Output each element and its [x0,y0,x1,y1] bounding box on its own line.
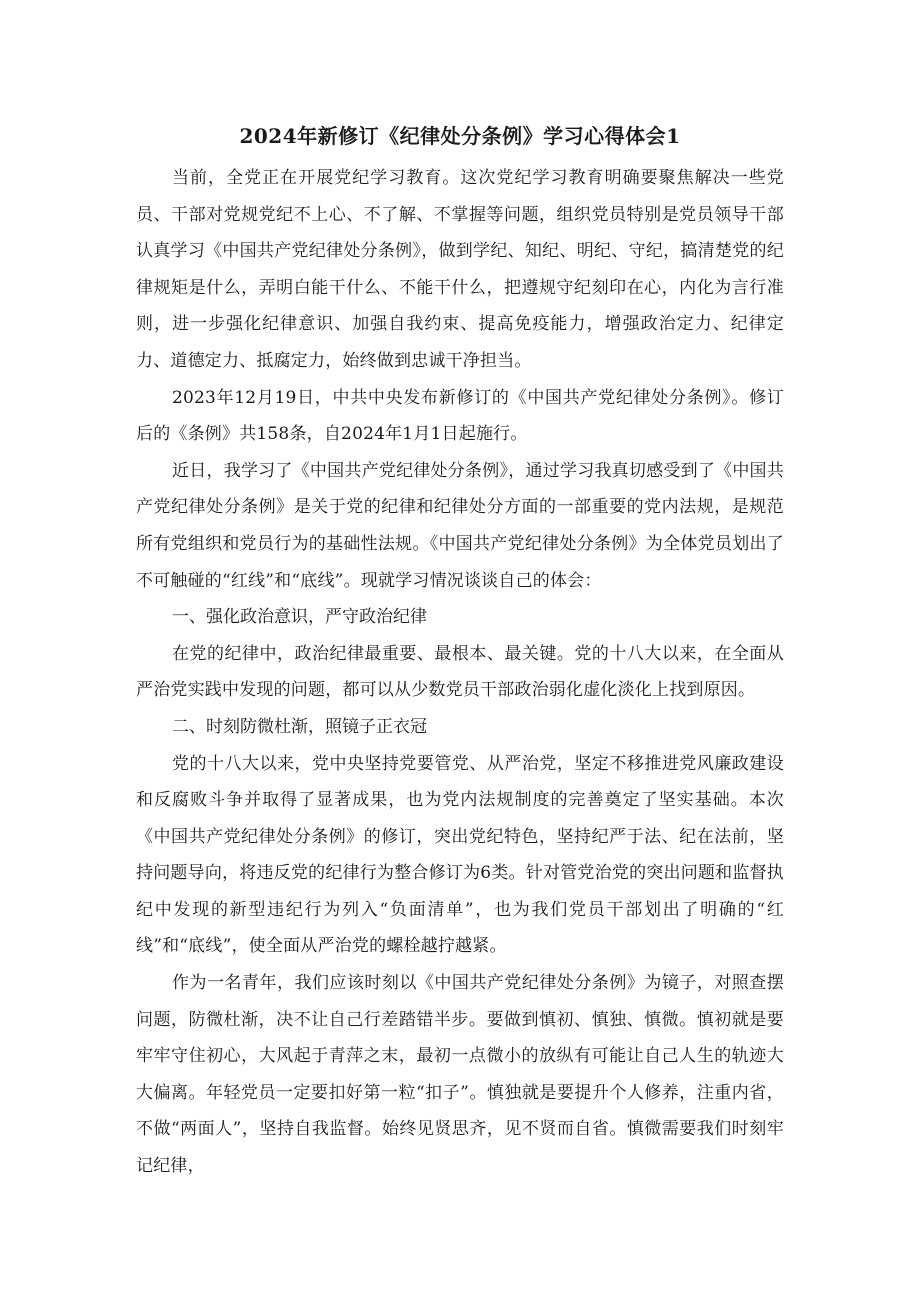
document-body [136,160,784,1185]
intro-paragraph-2: 2023年12月19日，中共中央发布新修订的《中国共产党纪律处分条例》。修订后的《条例》共158条，自2024年1月1日起施行。 [136,387,784,445]
document-title: 2024年新修订《纪律处分条例》学习心得体会1 [239,124,681,148]
section2-paragraph-2: 作为一名青年，我们应该时刻以《中国共产党纪律处分条例》为镜子，对照查摆问题，防微杜渐，决不让自己行差踏错半步。要做到慎初、慎独、慎微。慎初就是要牢牢守住初心，大风起于青萍之末，最初一点微小的放纵有可能让自己人生的轨迹大大偏离。年轻党员一定要扣好第一粒“扣子”。慎独就是要提升个人修养，注重内省，不做“两面人”，坚持自我监督。始终见贤思齐，见不贤而自省。慎微需要我们时刻牢记纪律， [136,973,784,1177]
section1-paragraph: 在党的纪律中，政治纪律最重要、最根本、最关键。党的十八大以来，在全面从严治党实践中发现的问题，都可以从少数党员干部政治弱化虚化淡化上找到原因。 [136,643,784,701]
section-heading-1: 一、强化政治意识，严守政治纪律 [172,607,427,628]
section2-paragraph-1: 党的十八大以来，党中央坚持党要管党、从严治党，坚定不移推进党风廉政建设和反腐败斗争并取得了显著成果，也为党内法规制度的完善奠定了坚实基础。本次《中国共产党纪律处分条例》的修订，突出党纪特色，坚持纪严于法、纪在法前，坚持问题导向，将违反党的纪律行为整合修订为6类。针对管党治党的突出问题和监督执纪中发现的新型违纪行为列入“负面清单”，也为我们党员干部划出了明确的“红线”和“底线”，使全面从严治党的螺栓越拧越紧。 [136,753,784,957]
intro-paragraph-1: 当前，全党正在开展党纪学习教育。这次党纪学习教育明确要聚焦解决一些党员、干部对党规党纪不上心、不了解、不掌握等问题，组织党员特别是党员领导干部认真学习《中国共产党纪律处分条例》，做到学纪、知纪、明纪、守纪，搞清楚党的纪律规矩是什么，弄明白能干什么、不能干什么，把遵规守纪刻印在心，内化为言行准则，进一步强化纪律意识、加强自我约束、提高免疫能力，增强政治定力、纪律定力、道德定力、抵腐定力，始终做到忠诚干净担当。 [136,168,784,371]
section-heading-2: 二、时刻防微杜渐，照镜子正衣冠 [172,716,427,737]
intro-paragraph-3: 近日，我学习了《中国共产党纪律处分条例》，通过学习我真切感受到了《中国共产党纪律处分条例》是关于党的纪律和纪律处分方面的一部重要的党内法规，是规范所有党组织和党员行为的基础性法规。《中国共产党纪律处分条例》为全体党员划出了不可触碰的“红线”和“底线”。现就学习情况谈谈自己的体会： [136,460,784,591]
